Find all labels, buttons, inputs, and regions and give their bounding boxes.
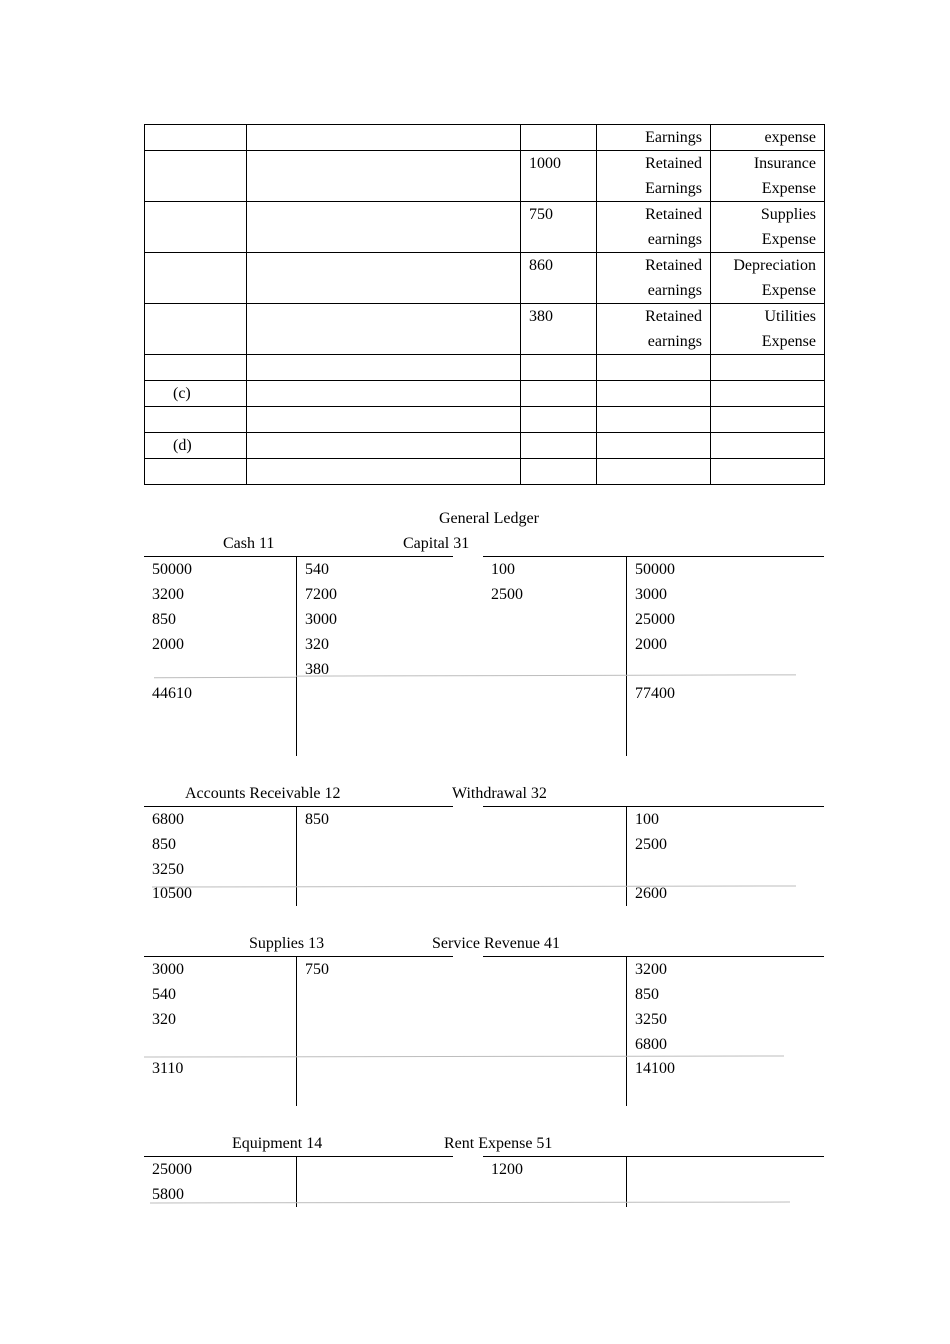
supplies-t-account-divider [296, 957, 297, 1106]
ledger-entry: 50000 [635, 561, 675, 578]
ledger-entry: 3250 [152, 861, 184, 878]
journal-debit-account-cell [597, 253, 711, 304]
ledger-entry: 3250 [635, 1011, 667, 1028]
ledger-entry: 750 [305, 961, 329, 978]
ledger-entry: 540 [305, 561, 329, 578]
journal-row [145, 125, 825, 151]
withdrawal-balance: 2600 [635, 885, 667, 902]
ledger-entry: 850 [305, 811, 329, 828]
service-revenue-balance: 14100 [635, 1060, 675, 1077]
journal-credit-account-cell-line: Supplies [760, 206, 816, 223]
journal-credit-account-cell [711, 151, 825, 202]
cash-balance-rule [154, 677, 296, 678]
ledger-entry: 3000 [305, 611, 337, 628]
supplies-debit-column [152, 957, 184, 1032]
ledger-entry: 320 [152, 1011, 176, 1028]
capital-debit-column [491, 557, 523, 607]
ledger-entry: 540 [152, 986, 176, 1003]
cash-t-account-divider [296, 557, 297, 756]
capital-balance-rule [296, 674, 796, 676]
journal-credit-account-cell [711, 407, 825, 433]
accounts-receivable-title: Accounts Receivable 12 [185, 785, 341, 802]
journal-debit-account-cell-line: Retained [645, 308, 702, 325]
journal-debit-account-cell-line: Retained [645, 257, 702, 274]
journal-row [145, 381, 825, 407]
accounts-receivable-balance-rule [152, 885, 796, 887]
journal-debit-account-cell [597, 151, 711, 202]
ledger-entry: 2000 [152, 636, 184, 653]
journal-row [145, 407, 825, 433]
capital-balance: 77400 [635, 685, 675, 702]
ledger-entry: 3000 [152, 961, 184, 978]
ledger-entry: 3200 [635, 961, 667, 978]
journal-debit-account-cell-line: Earnings [645, 129, 702, 146]
journal-table [144, 124, 825, 485]
journal-credit-account-cell-line: Utilities [764, 308, 816, 325]
ledger-entry: 6800 [152, 811, 184, 828]
cash-credit-column [305, 557, 337, 682]
rent-expense-t-account-divider [626, 1157, 627, 1207]
journal-amount-cell: 1000 [521, 151, 597, 202]
service-revenue-t-account-divider [626, 957, 627, 1106]
journal-ref-cell [145, 407, 247, 433]
service-revenue-credit-column [635, 957, 667, 1057]
journal-amount-cell [521, 433, 597, 459]
supplies-title: Supplies 13 [249, 935, 325, 952]
capital-credit-column [635, 557, 675, 657]
accounts-receivable-credit-column [305, 807, 329, 832]
journal-description-cell [247, 202, 521, 253]
cash-debit-column [152, 557, 192, 657]
journal-description-cell [247, 433, 521, 459]
journal-amount-cell [521, 355, 597, 381]
journal-amount-cell [521, 407, 597, 433]
journal-credit-account-cell-line: Insurance [753, 155, 816, 172]
journal-ref-cell [145, 459, 247, 485]
ledger-entry: 50000 [152, 561, 192, 578]
cash-account-title: Cash 11 [223, 535, 275, 552]
journal-credit-account-cell [711, 381, 825, 407]
ledger-entry: 3200 [152, 586, 184, 603]
ledger-entry: 850 [152, 836, 176, 853]
ledger-entry: 1200 [491, 1161, 523, 1178]
accounts-receivable-debit-column [152, 807, 184, 882]
equipment-title: Equipment 14 [232, 1135, 323, 1152]
ledger-entry: 320 [305, 636, 329, 653]
ledger-title: General Ledger [439, 510, 539, 527]
ledger-entry: 2500 [491, 586, 523, 603]
capital-account-title: Capital 31 [403, 535, 470, 552]
supplies-balance: 3110 [152, 1060, 184, 1077]
journal-ref-cell [145, 253, 247, 304]
journal-ref-cell: (c) [145, 381, 247, 407]
journal-ref-cell [145, 355, 247, 381]
journal-debit-account-cell-line: earnings [647, 333, 702, 350]
journal-debit-account-cell [597, 381, 711, 407]
ledger-entry: 6800 [635, 1036, 667, 1053]
journal-debit-account-cell [597, 125, 711, 151]
journal-amount-cell: 380 [521, 304, 597, 355]
journal-amount-cell: 750 [521, 202, 597, 253]
supplies-t-account-top [144, 956, 453, 957]
accounts-receivable-t-account-top [144, 806, 453, 807]
rent-expense-title: Rent Expense 51 [444, 1135, 553, 1152]
journal-description-cell [247, 459, 521, 485]
supplies-balance-rule [144, 1055, 784, 1057]
journal-credit-account-cell-line: expense [764, 129, 816, 146]
journal-credit-account-cell [711, 433, 825, 459]
journal-ref-cell [145, 304, 247, 355]
capital-t-account-divider [626, 557, 627, 756]
rent-expense-debit-column [491, 1157, 523, 1182]
journal-debit-account-cell-line: earnings [647, 282, 702, 299]
journal-debit-account-cell [597, 202, 711, 253]
journal-credit-account-cell [711, 459, 825, 485]
ledger-entry: 2500 [635, 836, 667, 853]
equipment-balance-rule [150, 1202, 790, 1204]
supplies-credit-column [305, 957, 329, 982]
accounts-receivable-balance: 10500 [152, 885, 192, 902]
ledger-entry: 380 [305, 661, 329, 678]
ledger-entry: 850 [635, 986, 659, 1003]
journal-debit-account-cell [597, 433, 711, 459]
withdrawal-t-account-divider [626, 807, 627, 906]
journal-ref-cell: (d) [145, 433, 247, 459]
journal-row [145, 433, 825, 459]
equipment-t-account-divider [296, 1157, 297, 1207]
journal-amount-cell [521, 381, 597, 407]
journal-debit-account-cell-line: Earnings [645, 180, 702, 197]
journal-credit-account-cell [711, 125, 825, 151]
ledger-entry: 850 [152, 611, 176, 628]
journal-description-cell [247, 381, 521, 407]
ledger-entry: 3000 [635, 586, 667, 603]
journal-amount-cell [521, 459, 597, 485]
ledger-entry: 100 [491, 561, 515, 578]
journal-description-cell [247, 125, 521, 151]
journal-ref-cell [145, 151, 247, 202]
accounts-receivable-t-account-divider [296, 807, 297, 906]
journal-credit-account-cell [711, 304, 825, 355]
journal-ref-cell [145, 202, 247, 253]
withdrawal-title: Withdrawal 32 [452, 785, 547, 802]
journal-credit-account-cell-line: Expense [761, 231, 816, 248]
journal-credit-account-cell-line: Depreciation [733, 257, 816, 274]
journal-debit-account-cell [597, 304, 711, 355]
journal-ref-cell [145, 125, 247, 151]
journal-debit-account-cell [597, 355, 711, 381]
ledger-entry: 2000 [635, 636, 667, 653]
journal-credit-account-cell [711, 202, 825, 253]
journal-description-cell [247, 407, 521, 433]
journal-credit-account-cell-line: Expense [761, 333, 816, 350]
journal-row [145, 355, 825, 381]
service-revenue-title: Service Revenue 41 [432, 935, 560, 952]
journal-row [145, 459, 825, 485]
journal-description-cell [247, 304, 521, 355]
cash-balance: 44610 [152, 685, 192, 702]
journal-credit-account-cell [711, 253, 825, 304]
journal-debit-account-cell-line: Retained [645, 206, 702, 223]
journal-debit-account-cell-line: earnings [647, 231, 702, 248]
journal-description-cell [247, 253, 521, 304]
rent-expense-t-account-top [483, 1156, 824, 1157]
journal-description-cell [247, 151, 521, 202]
ledger-entry: 25000 [635, 611, 675, 628]
journal-credit-account-cell-line: Expense [761, 180, 816, 197]
journal-amount-cell: 860 [521, 253, 597, 304]
journal-credit-account-cell-line: Expense [761, 282, 816, 299]
journal-row [145, 202, 825, 253]
journal-debit-account-cell [597, 407, 711, 433]
journal-debit-account-cell [597, 459, 711, 485]
journal-description-cell [247, 355, 521, 381]
journal-debit-account-cell-line: Retained [645, 155, 702, 172]
ledger-entry: 7200 [305, 586, 337, 603]
ledger-entry: 25000 [152, 1161, 192, 1178]
journal-row [145, 304, 825, 355]
journal-credit-account-cell [711, 355, 825, 381]
withdrawal-credit-column [635, 807, 667, 857]
journal-amount-cell [521, 125, 597, 151]
equipment-debit-column [152, 1157, 192, 1207]
ledger-entry: 5800 [152, 1186, 184, 1203]
journal-row [145, 151, 825, 202]
ledger-entry: 100 [635, 811, 659, 828]
journal-row [145, 253, 825, 304]
